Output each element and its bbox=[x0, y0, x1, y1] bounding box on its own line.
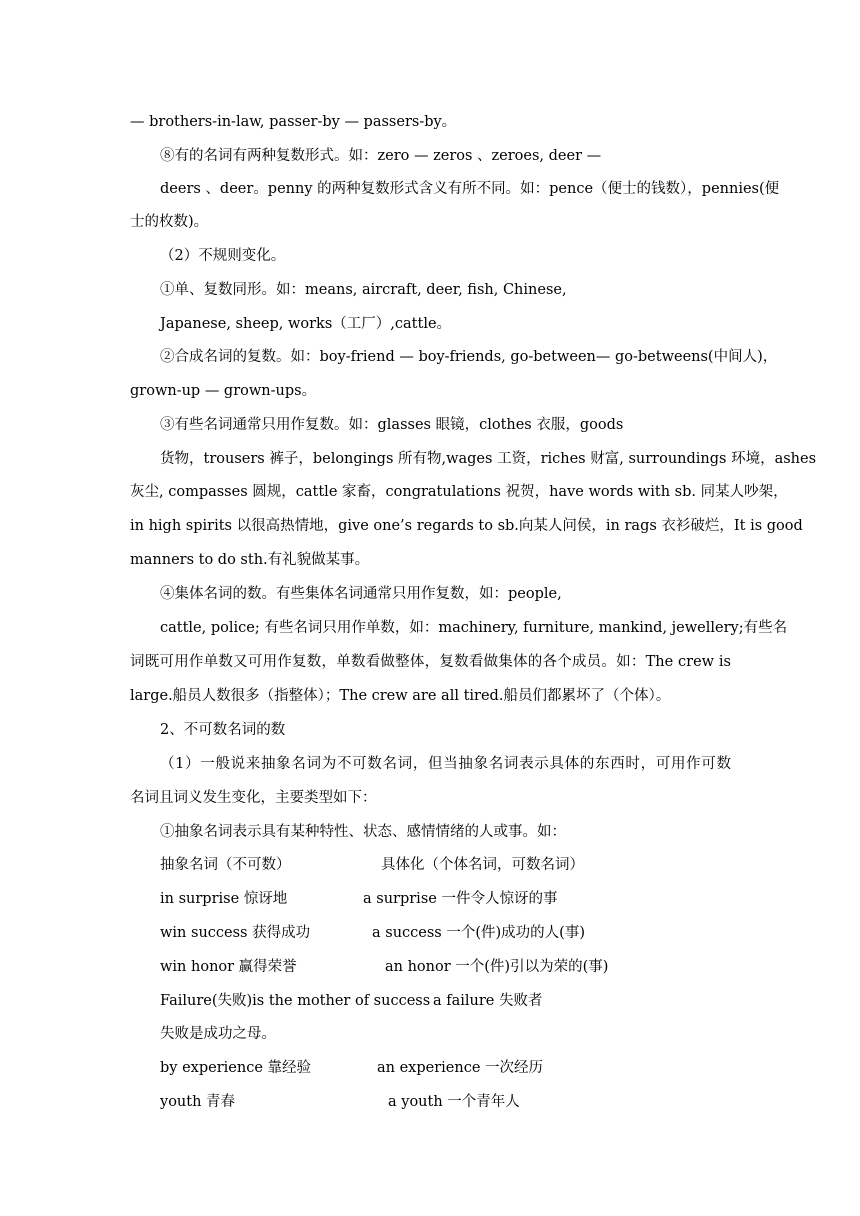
pair-left: win success 获得成功 bbox=[160, 925, 311, 941]
text-line: 灰尘, compasses 圆规，cattle 家畜，congratulations 祝贺，have words with sb. 同某人吵架， bbox=[130, 484, 788, 500]
text-line: Japanese, sheep, works（工厂）,cattle。 bbox=[160, 316, 452, 332]
text-line: cattle, police; 有些名词只用作单数，如：machinery, furniture, mankind, jewellery;有些名 bbox=[160, 620, 788, 636]
text-line: in high spirits 以很高热情地，give one’s regards to sb.向某人问侯，in rags 衣衫破烂，It is good bbox=[130, 518, 803, 534]
pair-right: a surprise 一件令人惊讶的事 bbox=[363, 891, 558, 907]
text-line: （1）一般说来抽象名词为不可数名词，但当抽象名词表示具体的东西时，可用作可数 bbox=[160, 756, 731, 772]
pair-left: by experience 靠经验 bbox=[160, 1060, 312, 1076]
text-line: ②合成名词的复数。如：boy-friend — boy-friends, go-between— go-betweens(中间人)， bbox=[160, 349, 778, 365]
text-line: — brothers-in-law, passer-by — passers-by。 bbox=[130, 114, 457, 130]
pair-left: youth 青春 bbox=[160, 1094, 236, 1110]
pair-left: in surprise 惊讶地 bbox=[160, 891, 288, 907]
pair-left: 抽象名词（不可数） bbox=[160, 857, 291, 873]
text-line: 士的枚数)。 bbox=[130, 214, 209, 230]
text-line: 货物，trousers 裤子，belongings 所有物,wages 工资，riches 财富, surroundings 环境，ashes bbox=[160, 451, 817, 467]
text-line: ③有些名词通常只用作复数。如：glasses 眼镜，clothes 衣服，goods bbox=[160, 417, 624, 433]
text-line: ①抽象名词表示具有某种特性、状态、感情情绪的人或事。如： bbox=[160, 824, 566, 840]
pair-right: a failure 失败者 bbox=[433, 993, 543, 1009]
pair-right: an experience 一次经历 bbox=[377, 1060, 544, 1076]
pair-left: Failure(失败)is the mother of success bbox=[160, 993, 431, 1009]
pair-left: win honor 赢得荣誉 bbox=[160, 959, 297, 975]
pair-right: an honor 一个(件)引以为荣的(事) bbox=[385, 959, 609, 975]
subheading: （2）不规则变化。 bbox=[160, 248, 286, 264]
text-line: 词既可用作单数又可用作复数，单数看做整体，复数看做集体的各个成员。如：The crew is bbox=[130, 654, 731, 670]
text-line: grown-up — grown-ups。 bbox=[130, 383, 317, 399]
text-line: ⑧有的名词有两种复数形式。如：zero — zeros 、zeroes, deer — bbox=[160, 148, 602, 164]
text-line: ①单、复数同形。如：means, aircraft, deer, fish, Chinese, bbox=[160, 282, 567, 298]
text-line: deers 、deer。penny 的两种复数形式含义有所不同。如：pence（便士的钱数），pennies(便 bbox=[160, 181, 780, 197]
pair-right: 具体化（个体名词，可数名词） bbox=[381, 857, 584, 873]
text-line: manners to do sth.有礼貌做某事。 bbox=[130, 552, 370, 568]
text-line: large.船员人数很多（指整体）；The crew are all tired.船员们都累坏了（个体）。 bbox=[130, 688, 671, 704]
text-line: ④集体名词的数。有些集体名词通常只用作复数，如：people, bbox=[160, 586, 562, 602]
pair-left: 失败是成功之母。 bbox=[160, 1026, 276, 1042]
pair-right: a success 一个(件)成功的人(事) bbox=[372, 925, 585, 941]
section-heading: 2、不可数名词的数 bbox=[160, 722, 286, 738]
text-line: 名词且词义发生变化，主要类型如下： bbox=[130, 790, 377, 806]
pair-right: a youth 一个青年人 bbox=[388, 1094, 520, 1110]
